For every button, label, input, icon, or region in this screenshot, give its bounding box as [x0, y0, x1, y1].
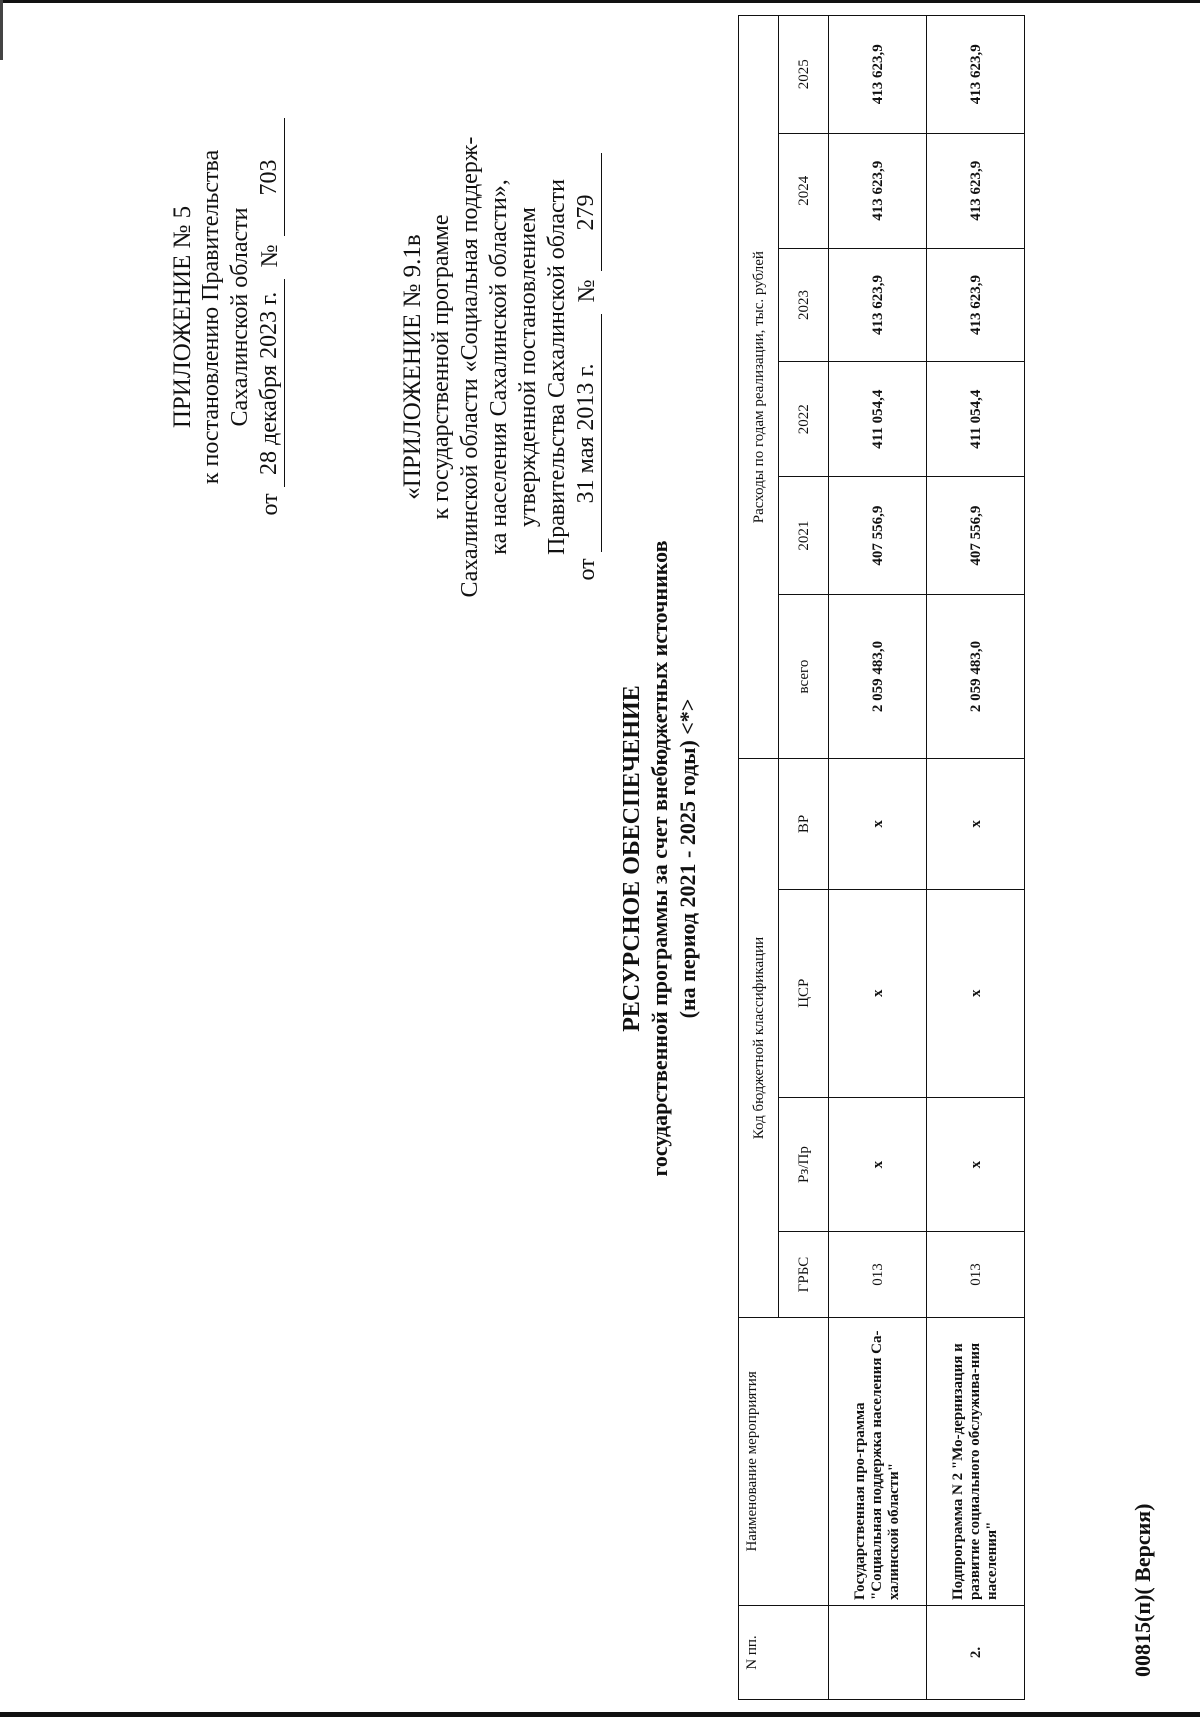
appendix-line: утвержденной постановлением	[515, 207, 541, 527]
row-name: Государственная про-грамма "Социальная поддержка населения Са-халинской области"	[829, 1317, 927, 1605]
row-2023: 413 623,9	[927, 248, 1025, 361]
number-label: №	[257, 244, 283, 268]
row-npp	[829, 1606, 927, 1700]
appendix-title: «ПРИЛОЖЕНИЕ № 9.1в	[399, 234, 426, 500]
header-2023: 2023	[779, 248, 829, 361]
document-heading	[618, 0, 702, 1717]
number-field: 703	[255, 118, 285, 236]
appendix-line: Сахалинской области	[227, 207, 253, 427]
appendix-program-block	[398, 77, 602, 657]
header-2021: 2021	[779, 477, 829, 594]
date-label: от	[257, 493, 283, 516]
appendix-line: Сахалинской области «Социальная поддерж-	[457, 136, 483, 598]
header-name: Наименование мероприятия	[739, 1317, 829, 1605]
date-field: 28 декабря 2023 г.	[255, 279, 285, 487]
header-kbk-group: Код бюджетной классификации	[739, 759, 779, 1317]
row-npp: 2.	[927, 1606, 1025, 1700]
appendix-resolution-block	[168, 87, 285, 547]
header-npp: N пп.	[739, 1606, 829, 1700]
header-vr: ВР	[779, 759, 829, 889]
row-2024: 413 623,9	[829, 133, 927, 248]
appendix-line: Правительства Сахалинской области	[544, 178, 570, 556]
row-2022: 411 054,4	[829, 362, 927, 477]
row-2025: 413 623,9	[927, 16, 1025, 134]
appendix-line: к постановлению Правительства	[198, 149, 224, 485]
row-2023: 413 623,9	[829, 248, 927, 361]
row-2021: 407 556,9	[927, 477, 1025, 594]
heading-period: (на период 2021 - 2025 годы) <*>	[675, 698, 700, 1019]
row-vr: x	[829, 759, 927, 889]
date-label: от	[574, 558, 600, 581]
header-2022: 2022	[779, 362, 829, 477]
table-header-row	[739, 16, 779, 1700]
row-grbs: 013	[927, 1232, 1025, 1317]
header-grbs: ГРБС	[779, 1232, 829, 1317]
row-2025: 413 623,9	[829, 16, 927, 134]
appendix-line: ка населения Сахалинской области»,	[486, 179, 512, 555]
row-csr: x	[927, 889, 1025, 1097]
header-csr: ЦСР	[779, 889, 829, 1097]
row-2021: 407 556,9	[829, 477, 927, 594]
table-row	[927, 16, 1025, 1700]
heading-subtitle: государственной программы за счет внебюджетных источников	[647, 540, 672, 1177]
appendix-date-line	[572, 77, 602, 657]
header-2024: 2024	[779, 133, 829, 248]
header-2025: 2025	[779, 16, 829, 134]
resource-table	[738, 15, 1025, 1700]
document-footer-code: 00815(п)( Версия)	[1130, 1503, 1155, 1677]
header-expenses-group: Расходы по годам реализации, тыс. рублей	[739, 16, 779, 759]
row-total: 2 059 483,0	[829, 594, 927, 758]
row-total: 2 059 483,0	[927, 594, 1025, 758]
appendix-line: к государственной программе	[428, 214, 454, 520]
row-name: Подпрограмма N 2 "Мо-дернизация и развитие социального обслужива-ния населения"	[927, 1317, 1025, 1605]
row-grbs: 013	[829, 1232, 927, 1317]
row-csr: x	[829, 889, 927, 1097]
header-total: всего	[779, 594, 829, 758]
row-rzpr: x	[829, 1097, 927, 1232]
number-field: 279	[572, 153, 602, 271]
appendix-title: ПРИЛОЖЕНИЕ № 5	[169, 205, 196, 429]
number-label: №	[574, 279, 600, 303]
appendix-date-line	[255, 87, 285, 547]
heading-title: РЕСУРСНОЕ ОБЕСПЕЧЕНИЕ	[619, 685, 645, 1032]
header-rzpr: Рз/Пр	[779, 1097, 829, 1232]
date-field: 31 мая 2013 г.	[572, 314, 602, 552]
row-2022: 411 054,4	[927, 362, 1025, 477]
row-rzpr: x	[927, 1097, 1025, 1232]
row-vr: x	[927, 759, 1025, 889]
table-row	[829, 16, 927, 1700]
row-2024: 413 623,9	[927, 133, 1025, 248]
